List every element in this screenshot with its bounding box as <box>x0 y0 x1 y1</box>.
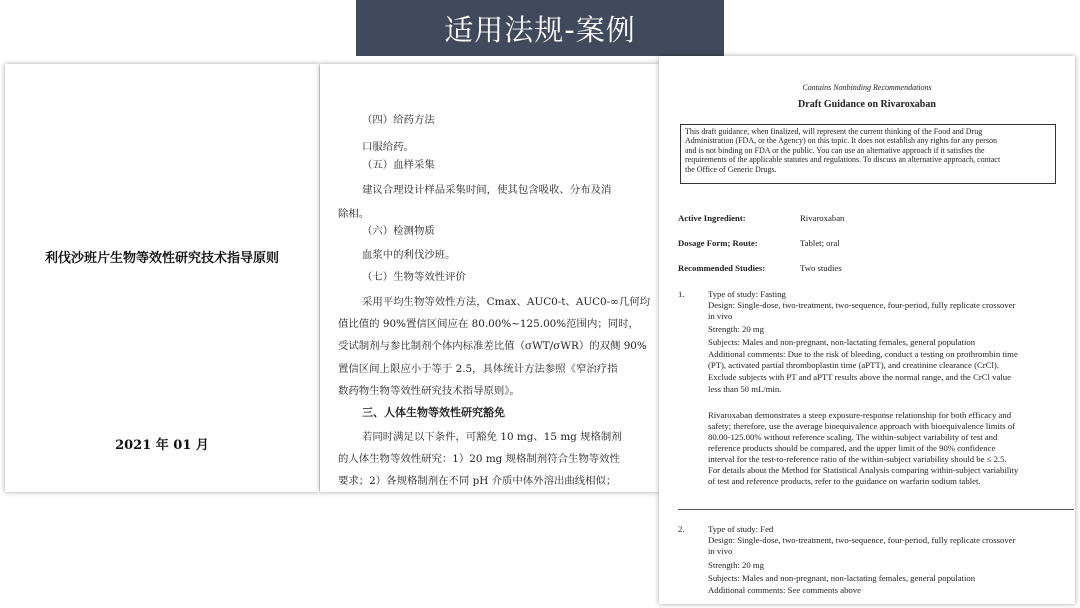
cn-text-line: 值比值的 90%置信区间应在 80.00%~125.00%范围内；同时， <box>338 318 639 330</box>
section-divider <box>678 509 1074 510</box>
cover-title: 利伐沙班片生物等效性研究技术指导原则 <box>44 251 279 266</box>
study-2-line: Type of study: Fed <box>708 524 774 534</box>
cn-text-line: 血浆中的利伐沙班。 <box>362 249 456 261</box>
page-header: Contains Nonbinding Recommendations <box>802 83 932 92</box>
study-1-paragraph-line: safety; therefore, use the average bioequivalence approach with bioequivalence limits of <box>708 421 1016 431</box>
disclaimer-line: the Office of Generic Drugs. <box>685 164 777 174</box>
study-1-paragraph-line: For details about the Method for Statistical Analysis comparing within-subject variability <box>708 465 1019 475</box>
fda-guidance-page <box>659 56 1075 604</box>
cover-date: 2021 年 01 月 <box>115 438 209 453</box>
cn-heading-sampling: （五）血样采集 <box>362 159 435 171</box>
study-1-line: less than 50 mL/min. <box>708 384 782 394</box>
cn-content-page <box>320 64 659 492</box>
study-1-line: (PT), activated partial thromboplastin time (aPTT), and creatinine clearance (CrCl). <box>708 360 999 370</box>
guidance-title: Draft Guidance on Rivaroxaban <box>798 99 936 110</box>
cn-heading-analyte: （六）检测物质 <box>362 225 435 237</box>
cn-text-line: 数药物生物等效性研究技术指导原则》。 <box>338 385 520 397</box>
study-1-paragraph-line: 80.00-125.00% without reference scaling. The within-subject variability of test and <box>708 432 998 442</box>
draft-disclaimer-box <box>680 124 1056 184</box>
field-label-active-ingredient: Active Ingredient: <box>678 213 746 223</box>
slide-title-banner <box>356 0 724 56</box>
disclaimer-line: requirements of the applicable statutes and regulations. To discuss an alternative approach, contact <box>685 155 1001 165</box>
cn-heading-dosing: （四）给药方法 <box>362 114 435 126</box>
disclaimer-line: and is not binding on FDA or the public. You can use an alternative approach if it satisfies the <box>685 145 985 155</box>
field-value-active-ingredient: Rivaroxaban <box>800 213 845 223</box>
cn-text-line: 置信区间上限应小于等于 2.5，具体统计方法参照《窄治疗指 <box>338 363 618 375</box>
field-value-dosage-form: Tablet; oral <box>800 238 840 248</box>
study-1-line: Design: Single-dose, two-treatment, two-sequence, four-period, fully replicate crossover <box>708 300 1016 310</box>
study-1-line: Type of study: Fasting <box>708 289 786 299</box>
slide-title: 适用法规-案例 <box>444 12 636 47</box>
cover-page <box>5 64 319 492</box>
study-1-line: Exclude subjects with PT and aPTT results above the normal range, and the CrCl value <box>708 372 1011 382</box>
disclaimer-line: This draft guidance, when finalized, will represent the current thinking of the Food and Drug <box>685 127 983 136</box>
study-2-line: Subjects: Males and non-pregnant, non-lactating females, general population <box>708 573 976 583</box>
cn-text-line: 采用平均生物等效性方法，Cmax、AUC0-t、AUC0-∞几何均 <box>362 296 650 308</box>
study-2-line: Design: Single-dose, two-treatment, two-sequence, four-period, fully replicate crossover <box>708 535 1016 545</box>
cn-text-line: 建议合理设计样品采集时间，使其包含吸收、分布及消 <box>362 184 612 196</box>
study-1-number: 1. <box>678 289 685 299</box>
study-1-line: Subjects: Males and non-pregnant, non-lactating females, general population <box>708 337 976 347</box>
disclaimer-line: Administration (FDA, or the Agency) on this topic. It does not establish any rights for any person <box>685 136 997 146</box>
cn-text-line: 受试制剂与参比制剂个体内标准差比值（σWT/σWR）的双侧 90% <box>338 340 647 352</box>
study-1-paragraph-line: Rivaroxaban demonstrates a steep exposure-response relationship for both efficacy and <box>708 410 1012 420</box>
study-1-paragraph-line: reference products should be compared, and the upper limit of the 90% confidence <box>708 443 996 453</box>
study-2-line: Strength: 20 mg <box>708 560 764 570</box>
study-2-line: Additional comments: See comments above <box>708 585 861 595</box>
cn-heading-evaluation: （七）生物等效性评价 <box>362 271 466 283</box>
study-1-paragraph-line: of test and reference products, refer to the guidance on warfarin sodium tablet. <box>708 476 981 486</box>
study-2-line: in vivo <box>708 546 733 556</box>
cn-text-line: 除相。 <box>338 208 370 220</box>
cn-section-heading: 三、人体生物等效性研究豁免 <box>362 406 505 419</box>
cn-text-line: 要求；2）各规格制剂在不同 pH 介质中体外溶出曲线相似； <box>338 475 617 487</box>
field-label-recommended-studies: Recommended Studies: <box>678 263 766 273</box>
field-value-recommended-studies: Two studies <box>800 263 842 273</box>
cn-text-line: 若同时满足以下条件，可豁免 10 mg、15 mg 规格制剂 <box>362 431 622 443</box>
study-1-paragraph-line: interval for the test-to-reference ratio of the within-subject variability should be ≤ 2.5. <box>708 454 1007 464</box>
study-2-number: 2. <box>678 524 685 534</box>
study-1-line: in vivo <box>708 311 733 321</box>
field-label-dosage-form: Dosage Form; Route: <box>678 238 758 248</box>
cn-text-line: 的人体生物等效性研究：1）20 mg 规格制剂符合生物等效性 <box>338 453 620 465</box>
cn-text-line: 口服给药。 <box>362 141 414 153</box>
study-1-line: Strength: 20 mg <box>708 324 764 334</box>
study-1-line: Additional comments: Due to the risk of bleeding, conduct a testing on prothrombin time <box>708 349 1018 359</box>
